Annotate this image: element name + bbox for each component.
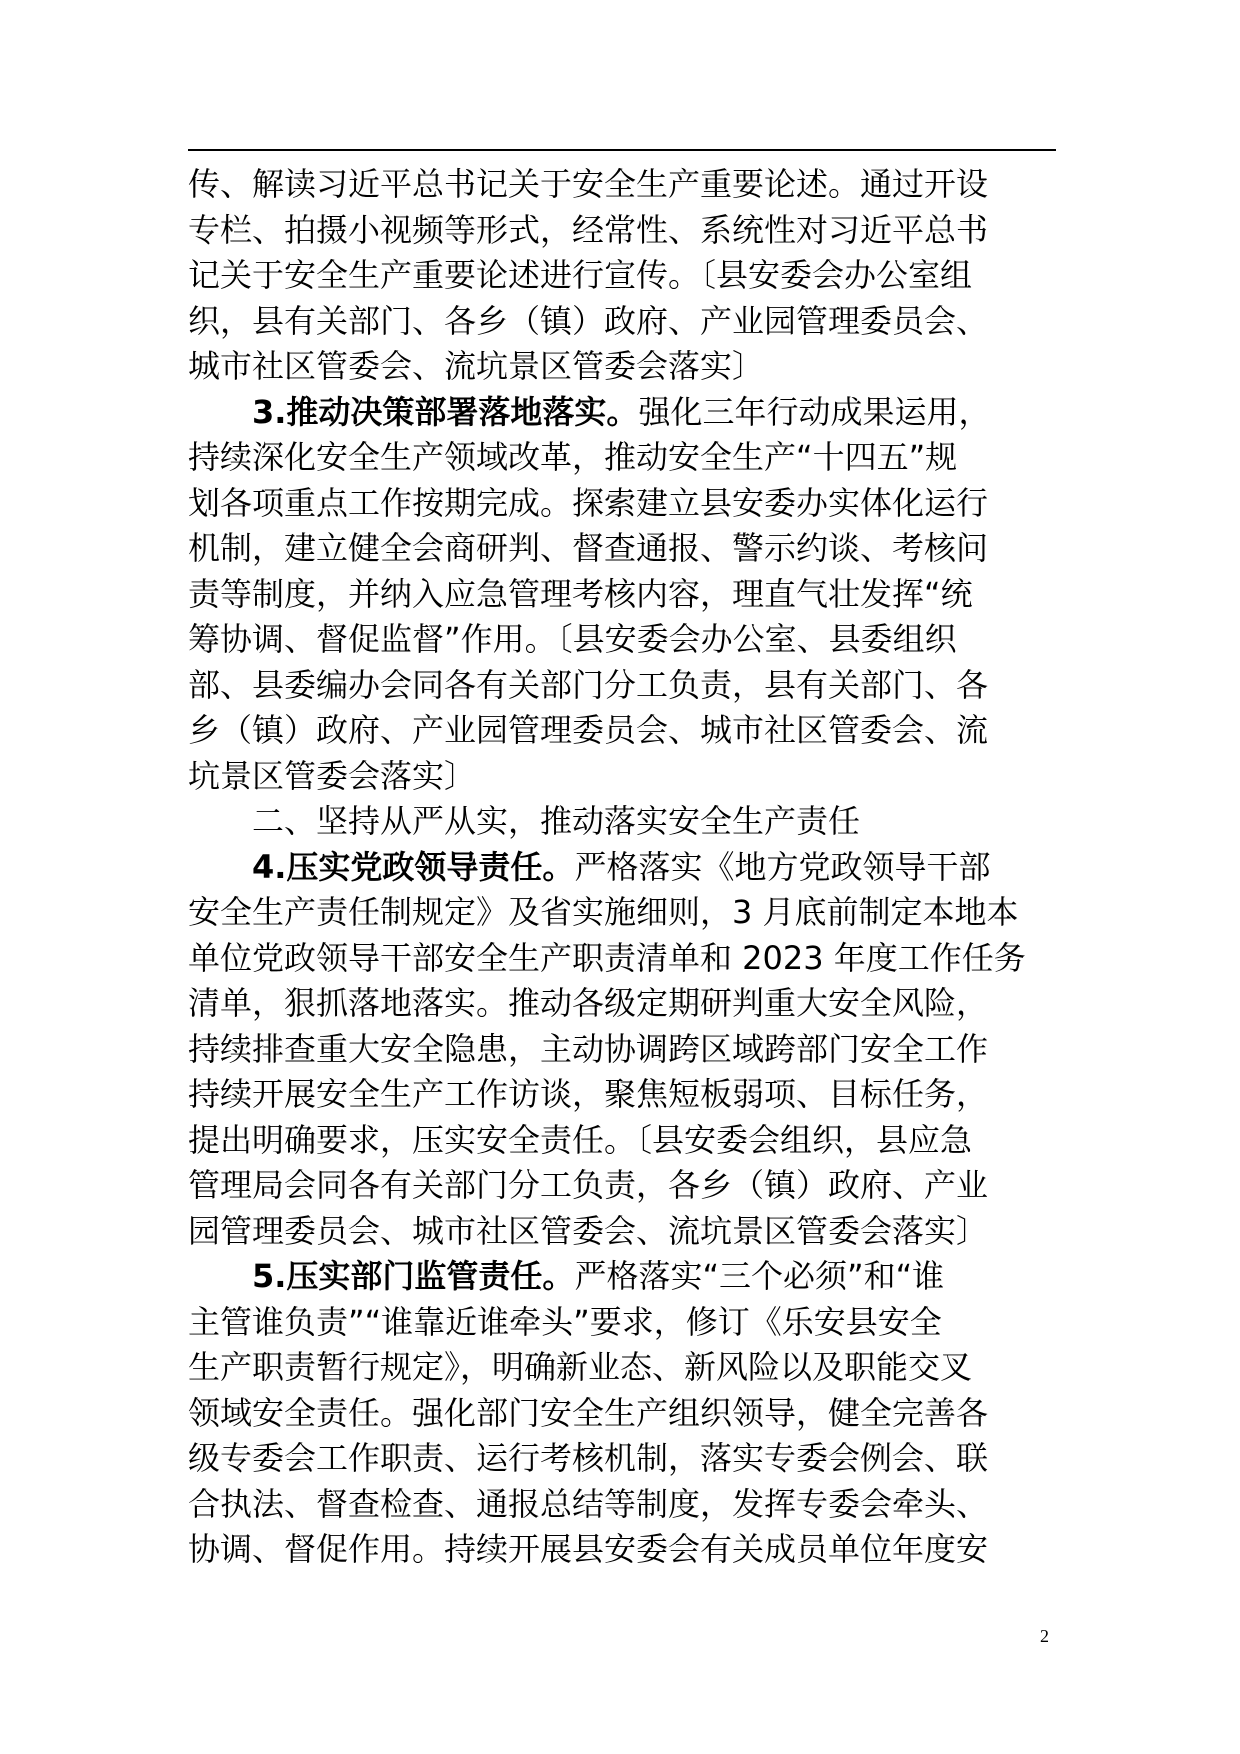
text-line: 持续深化安全生产领域改革，推动安全生产“十四五”规 [188, 438, 958, 476]
text-line: 部、县委编办会同各有关部门分工负责，县有关部门、各 [188, 665, 989, 704]
text-line: 持续排查重大安全隐患，主动协调跨区域跨部门安全工作 [188, 1029, 989, 1068]
item-4-heading-line: 4.压实党政领导责任。严格落实《地方党政领导干部 [252, 847, 991, 886]
text-line: 坑景区管委会落实〕 [188, 756, 477, 795]
text-line: 机制，建立健全会商研判、督查通报、警示约谈、考核问 [188, 529, 989, 567]
item-3-heading: 3.推动决策部署落地落实。 [252, 392, 639, 431]
text-line: 级专委会工作职责、运行考核机制，落实专委会例会、联 [188, 1439, 989, 1477]
item-3-heading-line: 3.推动决策部署落地落实。强化三年行动成果运用， [252, 392, 991, 431]
text-line: 责等制度，并纳入应急管理考核内容，理直气壮发挥“统 [188, 574, 973, 613]
text-line: 划各项重点工作按期完成。探索建立县安委办实体化运行 [188, 483, 989, 522]
text-line: 专栏、拍摄小视频等形式，经常性、系统性对习近平总书 [188, 210, 989, 249]
text-line: 领域安全责任。强化部门安全生产组织领导，健全完善各 [188, 1393, 989, 1432]
item-5-heading-line: 5.压实部门监管责任。严格落实“三个必须”和“谁 [252, 1257, 945, 1295]
item-5-heading: 5.压实部门监管责任。 [252, 1257, 575, 1295]
text-line: 织，县有关部门、各乡（镇）政府、产业园管理委员会、 [188, 301, 989, 340]
text-line: 单位党政领导干部安全生产职责清单和 2023 年度工作任务 [188, 938, 1026, 977]
text-line: 记关于安全生产重要论述进行宣传。〔县安委会办公室组 [188, 256, 973, 294]
page-number: 2 [1040, 1626, 1049, 1646]
header-rule [188, 149, 1056, 151]
text-line: 筹协调、督促监督”作用。〔县安委会办公室、县委组织 [188, 620, 957, 658]
text-line: 园管理委员会、城市社区管委会、流坑景区管委会落实〕 [188, 1211, 989, 1250]
text-line: 提出明确要求，压实安全责任。〔县安委会组织，县应急 [188, 1120, 973, 1159]
text-line: 协调、督促作用。持续开展县安委会有关成员单位年度安 [188, 1530, 989, 1568]
text-line: 传、解读习近平总书记关于安全生产重要论述。通过开设 [188, 165, 989, 203]
text-line: 安全生产责任制规定》及省实施细则，3 月底前制定本地本 [188, 893, 1019, 931]
text-line: 城市社区管委会、流坑景区管委会落实〕 [188, 347, 765, 385]
text-line: 管理局会同各有关部门分工负责，各乡（镇）政府、产业 [188, 1166, 989, 1204]
section-2-heading: 二、坚持从严从实，推动落实安全生产责任 [252, 802, 861, 840]
document-body [188, 162, 1056, 1573]
text-line: 清单，狠抓落地落实。推动各级定期研判重大安全风险， [188, 984, 989, 1022]
item-4-heading: 4.压实党政领导责任。 [252, 847, 575, 886]
text-line: 持续开展安全生产工作访谈，聚焦短板弱项、目标任务， [188, 1075, 989, 1113]
text-line: 生产职责暂行规定》，明确新业态、新风险以及职能交叉 [188, 1348, 973, 1386]
text-line: 合执法、督查检查、通报总结等制度，发挥专委会牵头、 [188, 1484, 989, 1523]
text-line: 主管谁负责”“谁靠近谁牵头”要求，修订《乐安县安全 [188, 1302, 942, 1341]
text-line: 乡（镇）政府、产业园管理委员会、城市社区管委会、流 [188, 711, 989, 749]
